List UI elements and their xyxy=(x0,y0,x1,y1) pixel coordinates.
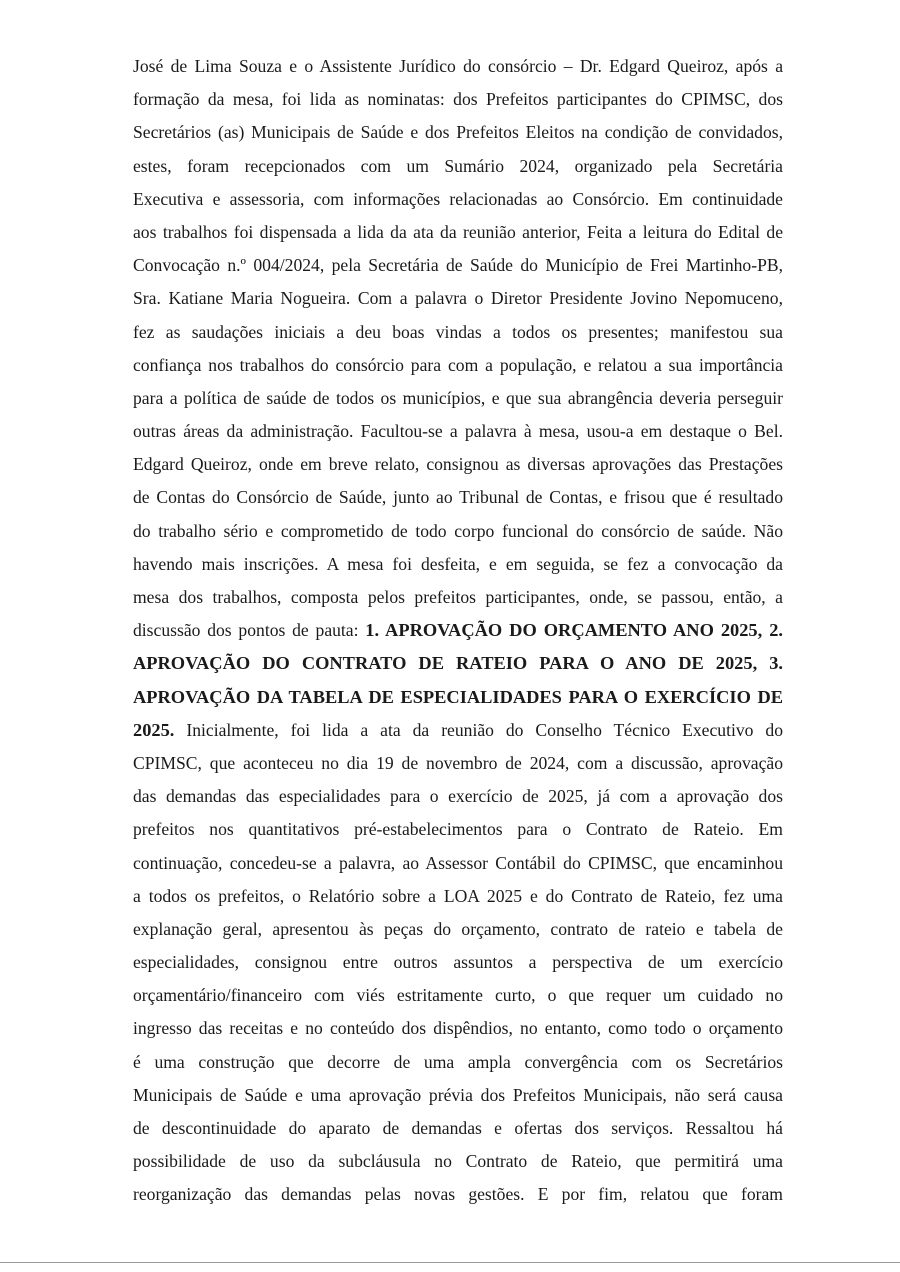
text-segment: é uma construção que decorre de uma ampla convergência com os Secretários xyxy=(133,1051,783,1072)
text-segment: explanação geral, apresentou às peças do orçamento, contrato de rateio e tabela de xyxy=(133,918,783,939)
text-line xyxy=(133,913,783,946)
text-segment: de Contas do Consórcio de Saúde, junto ao Tribunal de Contas, e frisou que é resultado xyxy=(133,487,783,508)
text-segment: outras áreas da administração. Facultou-se a palavra à mesa, usou-a em destaque o Bel. xyxy=(133,421,783,442)
text-segment: Inicialmente, foi lida a ata da reunião do Conselho Técnico Executivo do xyxy=(174,719,783,740)
text-line xyxy=(133,880,783,913)
text-line xyxy=(133,481,783,514)
text-segment: Sra. Katiane Maria Nogueira. Com a palavra o Diretor Presidente Jovino Nepomuceno, xyxy=(133,288,783,309)
text-segment: continuação, concedeu-se a palavra, ao Assessor Contábil do CPIMSC, que encaminhou xyxy=(133,852,783,873)
bold-text-segment: 1. APROVAÇÃO DO ORÇAMENTO ANO 2025, 2. xyxy=(365,620,783,641)
text-line xyxy=(133,515,783,548)
document-body xyxy=(133,50,783,1212)
text-segment: possibilidade de uso da subcláusula no Contrato de Rateio, que permitirá uma xyxy=(133,1151,783,1172)
text-segment: fez as saudações iniciais a deu boas vindas a todos os presentes; manifestou sua xyxy=(133,321,783,342)
text-segment: das demandas das especialidades para o exercício de 2025, já com a aprovação dos xyxy=(133,786,783,807)
text-segment: Secretários (as) Municipais de Saúde e dos Prefeitos Eleitos na condição de convidados, xyxy=(133,122,783,143)
text-segment: de descontinuidade do aparato de demandas e ofertas dos serviços. Ressaltou há xyxy=(133,1118,783,1138)
text-line xyxy=(133,548,783,581)
text-segment: Convocação n.º 004/2024, pela Secretária de Saúde do Município de Frei Martinho-PB, xyxy=(133,255,783,276)
text-segment: do trabalho sério e comprometido de todo corpo funcional do consórcio de saúde. Não xyxy=(133,520,783,541)
text-segment: a todos os prefeitos, o Relatório sobre a LOA 2025 e do Contrato de Rateio, fez uma xyxy=(133,885,783,906)
text-segment: havendo mais inscrições. A mesa foi desfeita, e em seguida, se fez a convocação da xyxy=(133,553,783,574)
text-line xyxy=(133,813,783,846)
text-segment: José de Lima Souza e o Assistente Jurídico do consórcio – Dr. Edgard Queiroz, após a xyxy=(133,56,783,76)
text-line xyxy=(133,349,783,382)
text-line xyxy=(133,714,783,747)
text-segment: orçamentário/financeiro com viés estritamente curto, o que requer um cuidado no xyxy=(133,985,783,1006)
text-segment: estes, foram recepcionados com um Sumário 2024, organizado pela Secretária xyxy=(133,155,783,176)
text-line xyxy=(133,1046,783,1079)
text-segment: especialidades, consignou entre outros assuntos a perspectiva de um exercício xyxy=(133,952,783,973)
text-line xyxy=(133,116,783,149)
text-segment: Municipais de Saúde e uma aprovação prévia dos Prefeitos Municipais, não será causa xyxy=(133,1084,783,1105)
text-line xyxy=(133,614,783,647)
text-line xyxy=(133,1178,783,1211)
text-segment: prefeitos nos quantitativos pré-estabelecimentos para o Contrato de Rateio. Em xyxy=(133,819,783,840)
text-segment: formação da mesa, foi lida as nominatas: dos Prefeitos participantes do CPIMSC, dos xyxy=(133,89,783,110)
text-line xyxy=(133,415,783,448)
text-line xyxy=(133,780,783,813)
text-segment: ingresso das receitas e no conteúdo dos dispêndios, no entanto, como todo o orçamento xyxy=(133,1018,783,1039)
text-line xyxy=(133,681,783,714)
text-segment: Edgard Queiroz, onde em breve relato, consignou as diversas aprovações das Prestações xyxy=(133,454,783,475)
text-segment: reorganização das demandas pelas novas gestões. E por fim, relatou que foram xyxy=(133,1184,783,1205)
text-segment: aos trabalhos foi dispensada a lida da ata da reunião anterior, Feita a leitura do Edital de xyxy=(133,221,783,242)
text-line xyxy=(133,83,783,116)
page-bottom-rule xyxy=(0,1262,900,1263)
text-line xyxy=(133,1112,783,1145)
text-line xyxy=(133,581,783,614)
text-line xyxy=(133,50,783,83)
text-line xyxy=(133,216,783,249)
text-line xyxy=(133,448,783,481)
text-segment: confiança nos trabalhos do consórcio para com a população, e relatou a sua importância xyxy=(133,354,783,375)
bold-text-segment: 2025. xyxy=(133,719,175,740)
text-line xyxy=(133,1012,783,1045)
text-line xyxy=(133,249,783,282)
text-line xyxy=(133,647,783,680)
text-line xyxy=(133,282,783,315)
text-line xyxy=(133,847,783,880)
text-segment: para a política de saúde de todos os municípios, e que sua abrangência deveria perseguir xyxy=(133,387,783,408)
text-line xyxy=(133,1079,783,1112)
text-segment: Executiva e assessoria, com informações relacionadas ao Consórcio. Em continuidade xyxy=(133,188,783,209)
text-segment: discussão dos pontos de pauta: xyxy=(133,620,366,641)
text-line xyxy=(133,150,783,183)
bold-text-segment: APROVAÇÃO DO CONTRATO DE RATEIO PARA O ANO DE 2025, 3. xyxy=(133,653,783,674)
bold-text-segment: APROVAÇÃO DA TABELA DE ESPECIALIDADES PARA O EXERCÍCIO DE xyxy=(133,686,783,707)
text-line xyxy=(133,979,783,1012)
text-line xyxy=(133,946,783,979)
text-line xyxy=(133,747,783,780)
text-line xyxy=(133,1145,783,1178)
text-line xyxy=(133,316,783,349)
text-segment: CPIMSC, que aconteceu no dia 19 de novembro de 2024, com a discussão, aprovação xyxy=(133,752,783,773)
text-line xyxy=(133,183,783,216)
text-segment: mesa dos trabalhos, composta pelos prefeitos participantes, onde, se passou, então, a xyxy=(133,587,783,607)
text-line xyxy=(133,382,783,415)
